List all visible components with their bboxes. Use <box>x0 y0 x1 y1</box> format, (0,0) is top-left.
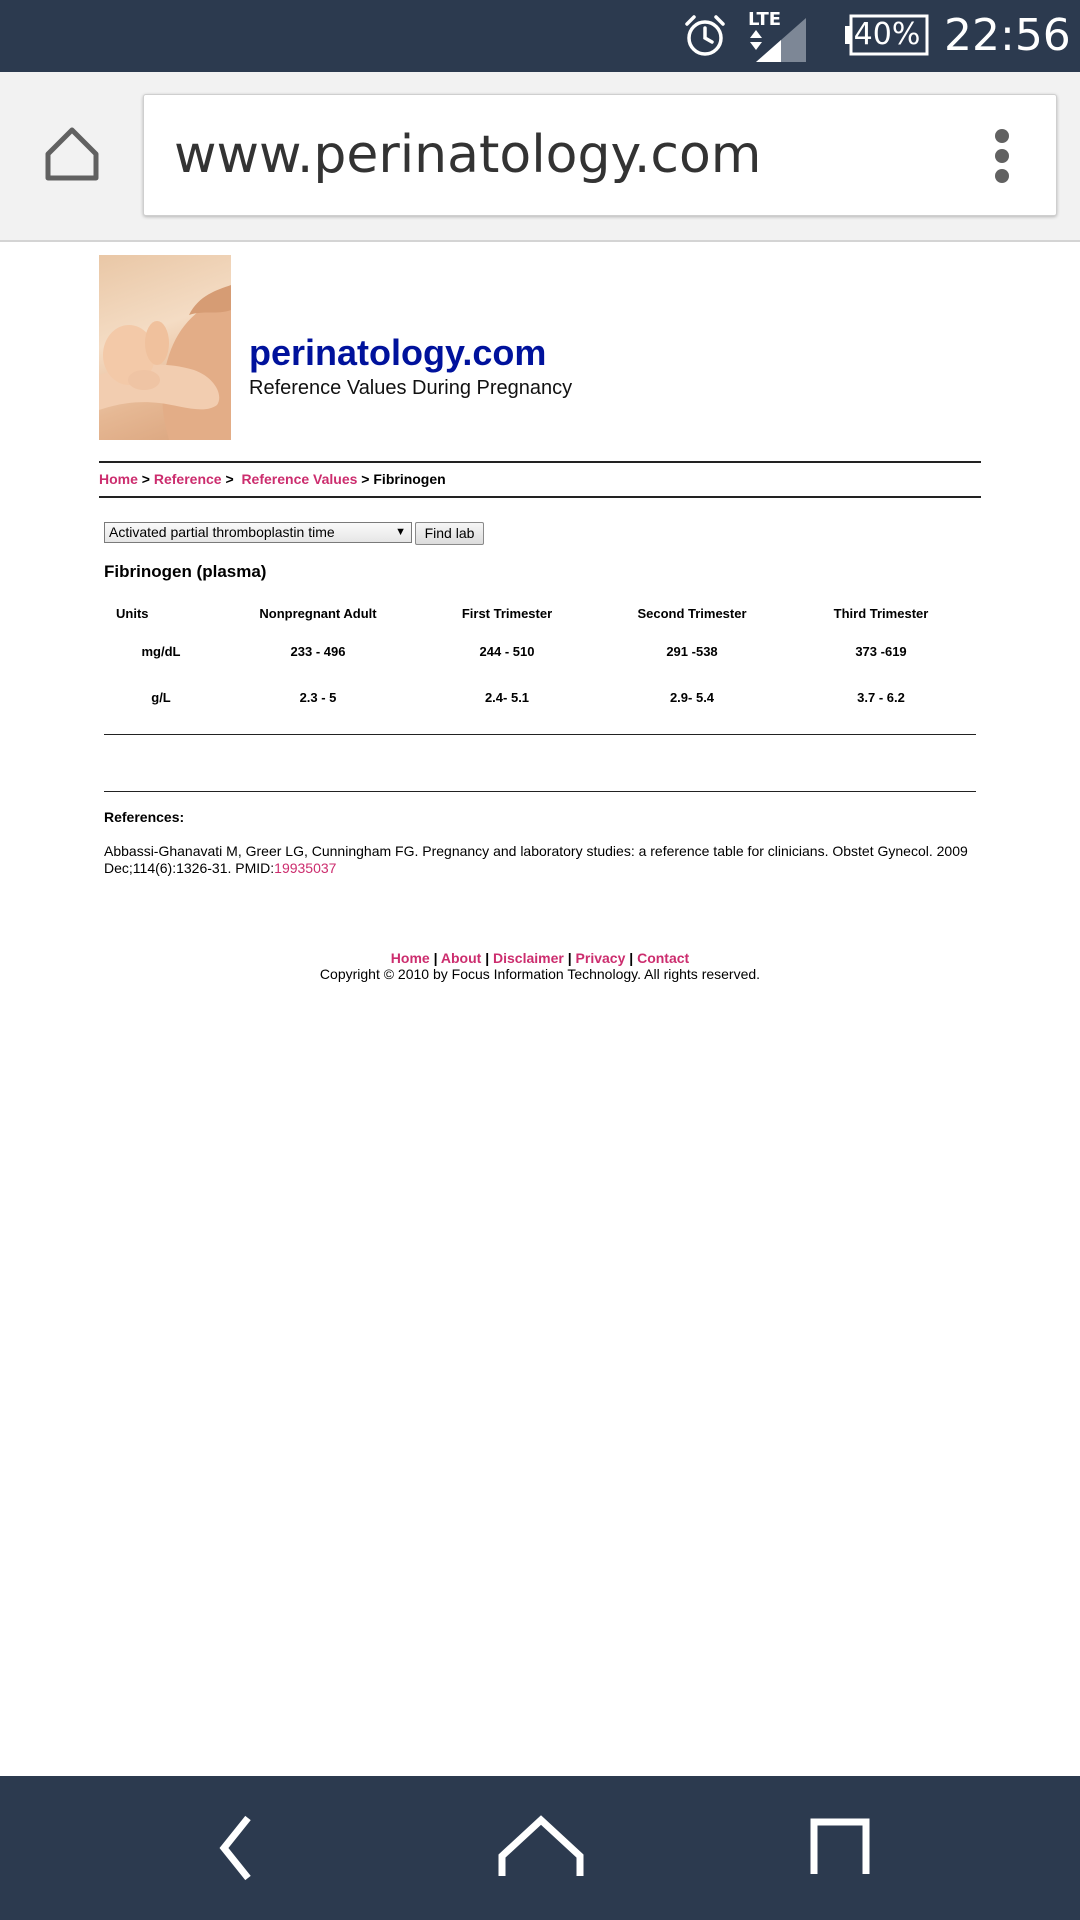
footer-link-home[interactable]: Home <box>390 950 430 966</box>
references-heading: References: <box>104 809 185 825</box>
battery-level: 40% <box>853 17 921 52</box>
table-cell: 373 -619 <box>855 644 907 659</box>
footer-link-privacy[interactable]: Privacy <box>575 950 626 966</box>
breadcrumb <box>99 471 446 487</box>
table-cell: 2.9- 5.4 <box>669 690 715 705</box>
home-icon[interactable] <box>496 1806 586 1890</box>
alarm-clock-icon <box>683 14 727 58</box>
recents-icon[interactable] <box>808 1806 872 1890</box>
divider <box>104 791 976 792</box>
url-text[interactable]: www.perinatology.com <box>174 125 762 185</box>
breadcrumb-reference-values[interactable]: Reference Values <box>241 471 358 487</box>
footer-links <box>0 950 1080 966</box>
breadcrumb-home[interactable]: Home <box>99 471 138 487</box>
footer-link-about[interactable]: About <box>440 950 482 966</box>
overflow-menu-icon[interactable] <box>982 129 1022 183</box>
divider <box>99 461 981 463</box>
site-title[interactable]: perinatology.com <box>249 332 547 373</box>
breadcrumb-separator: > <box>221 471 242 487</box>
breadcrumb-separator: > <box>357 471 374 487</box>
breadcrumb-separator: > <box>137 471 154 487</box>
table-cell: 2.3 - 5 <box>299 690 337 705</box>
lab-title: Fibrinogen (plasma) <box>104 562 267 581</box>
footer-separator: | <box>429 950 441 966</box>
copyright-text: Copyright © 2010 by Focus Information Technology. All rights reserved. <box>319 966 761 982</box>
table-header: Units <box>116 606 149 621</box>
navigation-bar <box>0 1776 1080 1920</box>
table-cell: mg/dL <box>141 644 181 659</box>
network-type: LTE <box>748 9 782 30</box>
footer-link-disclaimer[interactable]: Disclaimer <box>493 950 564 966</box>
footer-link-contact[interactable]: Contact <box>637 950 690 966</box>
breadcrumb-current: Fibrinogen <box>373 471 446 487</box>
battery-icon <box>845 14 929 56</box>
pmid-link[interactable]: 19935037 <box>274 860 337 876</box>
dropdown-arrow-icon: ▼ <box>395 526 406 538</box>
logo-photo <box>99 255 231 440</box>
status-bar <box>0 0 1080 72</box>
site-subtitle: Reference Values During Pregnancy <box>249 377 573 399</box>
table-cell: 3.7 - 6.2 <box>857 690 905 705</box>
home-icon[interactable] <box>40 122 104 186</box>
lab-select-dropdown[interactable] <box>104 522 412 543</box>
table-cell: 2.4- 5.1 <box>484 690 530 705</box>
footer-separator: | <box>625 950 638 966</box>
table-cell: 291 -538 <box>666 644 718 659</box>
table-cell: g/L <box>151 690 171 705</box>
citation-text: Abbassi-Ghanavati M, Greer LG, Cunningham FG. Pregnancy and laboratory studies: a reference table for clinicians. Obstet Gynecol. 2009 Dec;114(6):1326-31. PMID: <box>104 843 968 876</box>
footer-separator: | <box>481 950 494 966</box>
lab-select-value: Activated partial thromboplastin time <box>109 524 335 540</box>
signal-strength-icon <box>744 8 810 62</box>
address-bar[interactable] <box>143 94 1057 216</box>
table-header: Nonpregnant Adult <box>259 606 377 621</box>
breadcrumb-reference[interactable]: Reference <box>153 471 222 487</box>
find-lab-button[interactable]: Find lab <box>415 522 484 545</box>
reference-citation <box>104 843 984 877</box>
divider <box>99 496 981 498</box>
divider <box>104 734 976 735</box>
table-header: First Trimester <box>461 606 553 621</box>
table-header: Second Trimester <box>637 606 747 621</box>
browser-toolbar <box>0 72 1080 242</box>
footer-separator: | <box>563 950 576 966</box>
clock-time: 22:56 <box>944 10 1071 61</box>
table-cell: 233 - 496 <box>290 644 346 659</box>
table-cell: 244 - 510 <box>479 644 535 659</box>
back-icon[interactable] <box>214 1806 254 1890</box>
table-header: Third Trimester <box>833 606 929 621</box>
web-page <box>0 242 1080 1776</box>
